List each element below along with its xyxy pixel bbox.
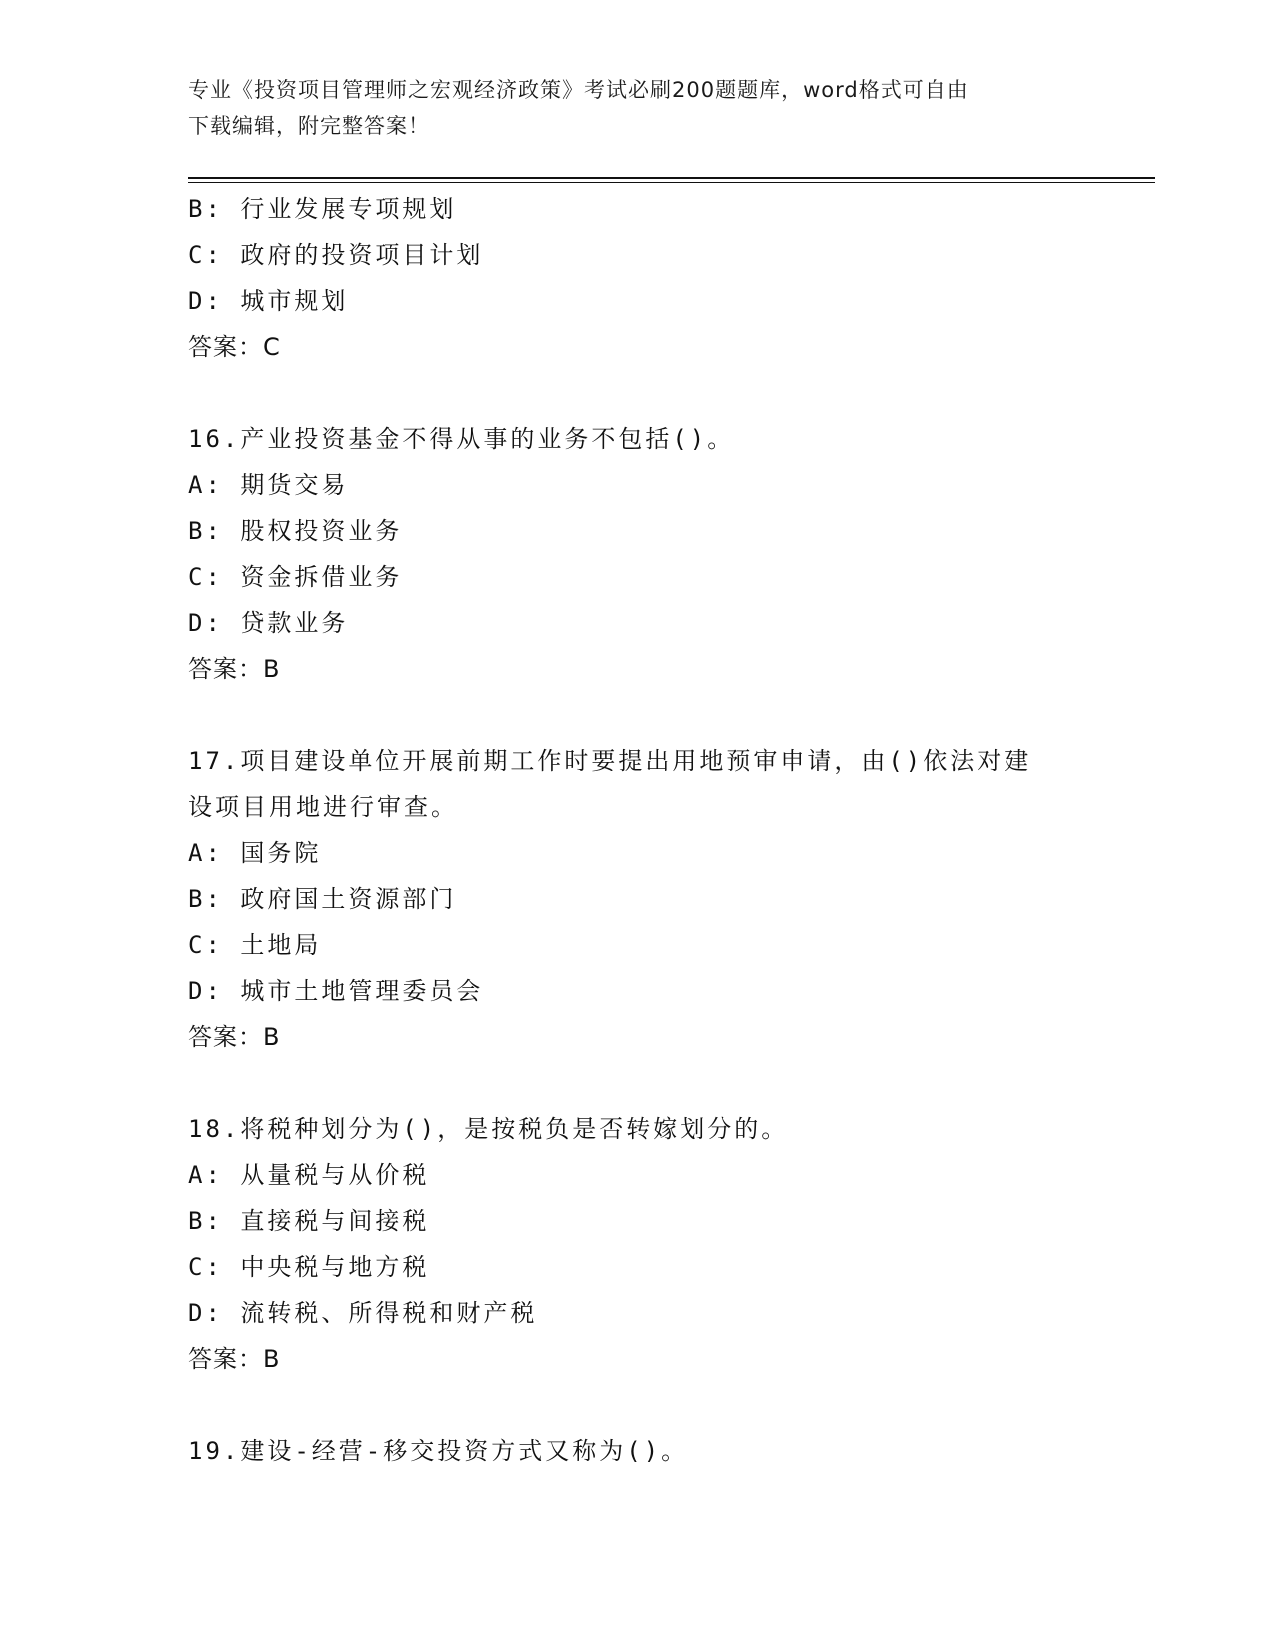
- option-c: C: 土地局: [188, 931, 322, 959]
- option-c: C: 政府的投资项目计划: [188, 241, 484, 269]
- option-a: A: 期货交易: [188, 471, 349, 499]
- option-d: D: 贷款业务: [188, 609, 349, 637]
- question-stem: 18.将税种划分为()，是按税负是否转嫁划分的。: [188, 1115, 789, 1143]
- option-b: B: 直接税与间接税: [188, 1207, 430, 1235]
- header-divider-thin: [188, 182, 1155, 183]
- question-18: [188, 1106, 1088, 1382]
- option-d: D: 城市土地管理委员会: [188, 977, 484, 1005]
- option-d: D: 流转税、所得税和财产税: [188, 1299, 538, 1327]
- question-19: [188, 1428, 1088, 1474]
- question-17: [188, 738, 1088, 1060]
- header-line-1: 专业《投资项目管理师之宏观经济政策》考试必刷200题题库，word格式可自由: [188, 78, 969, 102]
- question-stem: 19.建设-经营-移交投资方式又称为()。: [188, 1437, 689, 1465]
- answer-line: 答案：C: [188, 333, 281, 361]
- answer-line: 答案：B: [188, 1345, 281, 1373]
- answer-line: 答案：B: [188, 655, 281, 683]
- option-b: B: 行业发展专项规划: [188, 195, 457, 223]
- option-a: A: 从量税与从价税: [188, 1161, 430, 1189]
- question-16: [188, 416, 1088, 692]
- option-c: C: 中央税与地方税: [188, 1253, 430, 1281]
- question-stem-line-2: 设项目用地进行审查。: [188, 793, 458, 821]
- header-line-2: 下载编辑，附完整答案！: [188, 114, 430, 138]
- header-divider-thick: [188, 177, 1155, 179]
- question-stem-line-1: 17.项目建设单位开展前期工作时要提出用地预审申请，由()依法对建: [188, 747, 1032, 775]
- option-b: B: 股权投资业务: [188, 517, 403, 545]
- question-15-tail: [188, 186, 1088, 370]
- option-d: D: 城市规划: [188, 287, 349, 315]
- answer-line: 答案：B: [188, 1023, 281, 1051]
- option-c: C: 资金拆借业务: [188, 563, 403, 591]
- question-stem: 16.产业投资基金不得从事的业务不包括()。: [188, 425, 735, 453]
- option-b: B: 政府国土资源部门: [188, 885, 457, 913]
- option-a: A: 国务院: [188, 839, 322, 867]
- document-header: [188, 72, 1068, 144]
- question-list: [188, 186, 1088, 1474]
